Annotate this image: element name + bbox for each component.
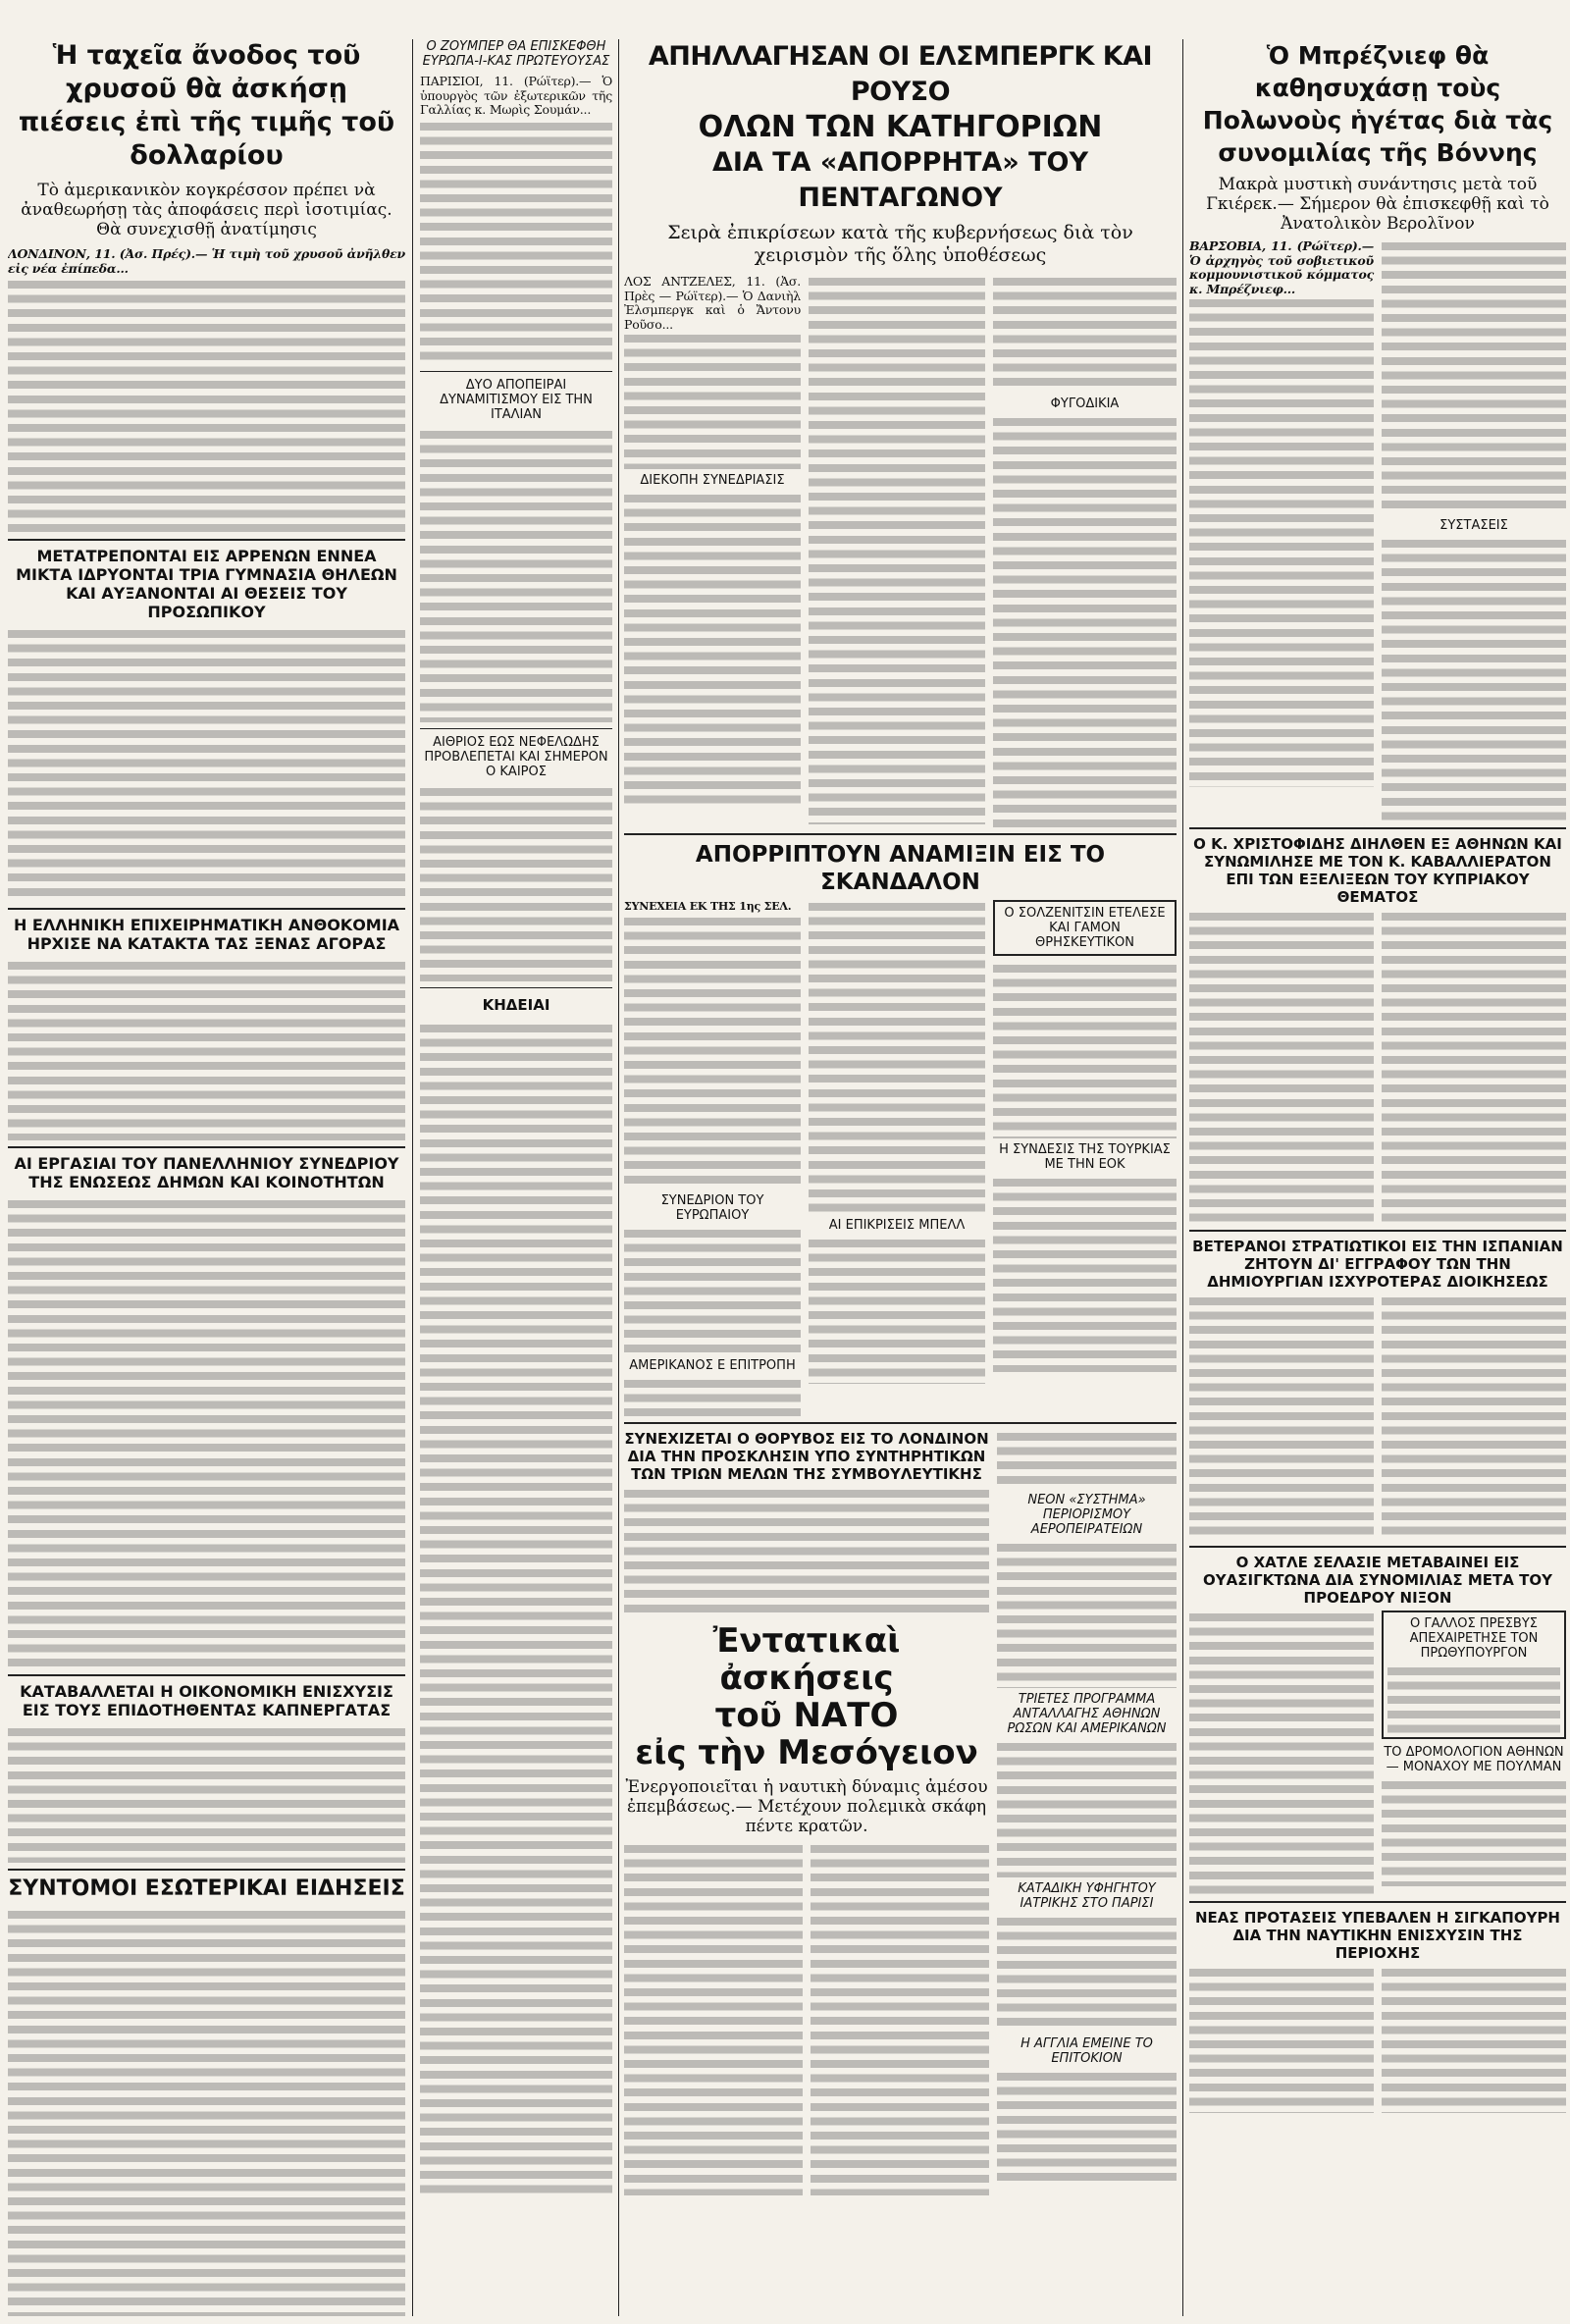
column-rule [618, 39, 619, 2316]
flowers-body [8, 959, 405, 1140]
flowers-headline: Η ΕΛΛΗΝΙΚΗ ΕΠΙΧΕΙΡΗΜΑΤΙΚΗ ΑΝΘΟΚΟΜΙΑ ΗΡΧΙΣΕ ΝΑ ΚΑΤΑΚΤΑ ΤΑΣ ΞΕΝΑΣ ΑΓΟΡΑΣ [13, 916, 400, 954]
euro-section-head: ΣΥΝΕΔΡΙΟΝ ΤΟΥ ΕΥΡΩΠΑΙΟΥ [660, 1192, 764, 1223]
brezhnev-lead: ΒΑΡΣΟΒΙΑ, 11. (Ρώϊτερ).— Ὁ ἀρχηγὸς τοῦ σοβιετικοῦ κομμουνιστικοῦ κόμματος κ. Μπρέζνιεφ... [1189, 238, 1374, 296]
main [624, 39, 1177, 2316]
zuber-body [420, 120, 612, 365]
amer-section-head: ΑΜΕΡΙΚΑΝΟΣ Ε ΕΠΙΤΡΟΠΗ [629, 1357, 796, 1373]
exchange-headline: ΤΡΙΕΤΕΣ ΠΡΟΓΡΑΜΜΑ ΑΝΤΑΛΛΑΓΗΣ ΑΘΗΝΩΝ ΡΩΣΩΝ ΚΑΙ ΑΜΕΡΙΚΑΝΩΝ [1007, 1691, 1167, 1736]
italy-headline: ΔΥΟ ΑΠΟΠΕΙΡΑΙ ΔΥΝΑΜΙΤΙΣΜΟΥ ΕΙΣ ΤΗΝ ΙΤΑΛΙΑΝ [440, 377, 593, 422]
zuber-lead: ΠΑΡΙΣΙΟΙ, 11. (Ρώϊτερ).— Ὁ ὑπουργὸς τῶν ἐξωτερικῶν τῆς Γαλλίας κ. Μωρὶς Σουμάν... [420, 74, 612, 118]
doctor-headline: ΚΑΤΑΔΙΚΗ ΥΦΗΓΗΤΟΥ ΙΑΤΡΙΚΗΣ ΣΤΟ ΠΑΡΙΣΙ [1018, 1880, 1156, 1911]
main-headline-2: ΟΛΩΝ ΤΩΝ ΚΑΤΗΓΟΡΙΩΝ [698, 110, 1103, 144]
main-headline-1: ΑΠΗΛΛΑΓΗΣΑΝ ΟΙ ΕΛΣΜΠΕΡΓΚ ΚΑΙ ΡΟΥΣΟ [648, 41, 1153, 107]
col2 [420, 39, 612, 2316]
gold-headline: Ἡ ταχεῖα ἄνοδος τοῦ χρυσοῦ θὰ ἀσκήσῃ πιέσεις ἐπὶ τῆς τιμῆς τοῦ δολλαρίου [18, 40, 395, 171]
turkey-eec-headline: Η ΣΥΝΔΕΣΙΣ ΤΗΣ ΤΟΥΡΚΙΑΣ ΜΕ ΤΗΝ ΕΟΚ [999, 1142, 1171, 1172]
britain-headline: Η ΑΓΓΛΙΑ ΕΜΕΙΝΕ ΤΟ ΕΠΙΤΟΚΙΟΝ [1020, 2035, 1153, 2066]
nato-headline-3: εἰς τὴν Μεσόγειον [635, 1732, 978, 1772]
congress-body [8, 1197, 405, 1668]
london-headline: ΣΥΝΕΧΙΖΕΤΑΙ Ο ΘΟΡΥΒΟΣ ΕΙΣ ΤΟ ΛΟΝΔΙΝΟΝ ΔΙΑ ΤΗΝ ΠΡΟΣΚΛΗΣΙΝ ΥΠΟ ΣΥΝΤΗΡΗΤΙΚΩΝ ΤΩΝ ΤΡΙΩΝ ΜΕΛΩΝ ΤΗΣ ΣΥΜΒΟΥΛΕΥΤΙΚΗΣ [624, 1429, 989, 1483]
right [1189, 39, 1566, 2316]
nato-headline-1: Ἐντατικαὶ ἀσκήσεις [712, 1620, 901, 1698]
veterans-headline: ΒΕΤΕΡΑΝΟΙ ΣΤΡΑΤΙΩΤΙΚΟΙ ΕΙΣ ΤΗΝ ΙΣΠΑΝΙΑΝ ΖΗΤΟΥΝ ΔΙ' ΕΓΓΡΑΦΟΥ ΤΩΝ ΤΗΝ ΔΗΜΙΟΥΡΓΙΑΝ ΙΣΧΥΡΟΤΕΡΑΣ ΔΙΟΙΚΗΣΕΩΣ [1192, 1238, 1563, 1291]
col1 [8, 39, 405, 2316]
main-subhead: Σειρὰ ἐπικρίσεων κατὰ τῆς κυβερνήσεως διὰ τὸν χειρισμὸν τῆς ὅλης ὑποθέσεως [667, 222, 1133, 266]
brezhnev-subhead: Μακρὰ μυστικὴ συνάντησις μετὰ τοῦ Γκιέρεκ.— Σήμερον θὰ ἐπισκεφθῇ καὶ τὸ Ἀνατολικὸν Βερολῖνον [1206, 175, 1549, 234]
funerals-body [420, 1022, 612, 2199]
main-headline-3: ΔΙΑ ΤΑ «ΑΠΟΡΡΗΤΑ» ΤΟΥ ΠΕΝΤΑΓΩΝΟΥ [711, 147, 1089, 213]
nato-headline-2: τοῦ ΝΑΤΟ [714, 1695, 899, 1735]
tobacco-headline: ΚΑΤΑΒΑΛΛΕΤΑΙ Η ΟΙΚΟΝΟΜΙΚΗ ΕΝΙΣΧΥΣΙΣ ΕΙΣ ΤΟΥΣ ΕΠΙΔΟΤΗΘΕΝΤΑΣ ΚΑΠΝΕΡΓΑΤΑΣ [20, 1682, 393, 1720]
column-rule [1182, 39, 1183, 2316]
congress-headline: ΑΙ ΕΡΓΑΣΙΑΙ ΤΟΥ ΠΑΝΕΛΛΗΝΙΟΥ ΣΥΝΕΔΡΙΟΥ ΤΗΣ ΕΝΩΣΕΩΣ ΔΗΜΩΝ ΚΑΙ ΚΟΙΝΟΤΗΤΩΝ [14, 1154, 399, 1192]
weather-body [420, 785, 612, 981]
route-headline: ΤΟ ΔΡΟΜΟΛΟΓΙΟΝ ΑΘΗΝΩΝ — ΜΟΝΑΧΟΥ ΜΕ ΠΟΥΛΜΑΝ [1384, 1745, 1564, 1774]
inner-head-2: ΦΥΓΟΔΙΚΙΑ [1050, 396, 1120, 411]
tobacco-body [8, 1725, 405, 1863]
brezhnev-headline: Ὁ Μπρέζνιεφ θὰ καθησυχάσῃ τοὺς Πολωνοὺς ἡγέτας διὰ τὰς συνομιλίας τῆς Βόννης [1202, 41, 1553, 167]
singapore-headline: ΝΕΑΣ ΠΡΟΤΑΣΕΙΣ ΥΠΕΒΑΛΕΝ Η ΣΙΓΚΑΠΟΥΡΗ ΔΙΑ ΤΗΝ ΝΑΥΤΙΚΗΝ ΕΝΙΣΧΥΣΙΝ ΤΗΣ ΠΕΡΙΟΧΗΣ [1194, 1909, 1560, 1962]
haile-headline: Ο ΧΑΤΛΕ ΣΕΛΑΣΙΕ ΜΕΤΑΒΑΙΝΕΙ ΕΙΣ ΟΥΑΣΙΓΚΤΩΝΑ ΔΙΑ ΣΥΝΟΜΙΛΙΑΣ ΜΕΤΑ ΤΟΥ ΠΡΟΕΔΡΟΥ ΝΙΞΟΝ [1203, 1554, 1552, 1607]
main-lead: ΛΟΣ ΑΝΤΖΕΛΕΣ, 11. (Ἀσ. Πρὲς — Ρώϊτερ).— Ὁ Δανιὴλ Ἐλσμπεργκ καὶ ὁ Ἄντονυ Ροῦσο... [624, 274, 801, 332]
systaseis-head: ΣΥΣΤΑΣΕΙΣ [1439, 518, 1508, 533]
funerals-headline: ΚΗΔΕΙΑΙ [482, 995, 550, 1014]
bell-section-head: ΑΙ ΕΠΙΚΡΙΣΕΙΣ ΜΠΕΛΛ [828, 1218, 966, 1233]
weather-headline: ΑΙΘΡΙΟΣ ΕΩΣ ΝΕΦΕΛΩΔΗΣ ΠΡΟΒΛΕΠΕΤΑΙ ΚΑΙ ΣΗΜΕΡΟΝ Ο ΚΑΙΡΟΣ [424, 734, 608, 779]
ambassador-headline: Ο ΓΑΛΛΟΣ ΠΡΕΣΒΥΣ ΑΠΕΧΑΙΡΕΤΗΣΕ ΤΟΝ ΠΡΩΘΥΠΟΥΡΓΟΝ [1409, 1616, 1539, 1661]
news-headline: ΣΥΝΤΟΜΟΙ ΕΣΩΤΕΡΙΚΑΙ ΕΙΔΗΣΕΙΣ [8, 1876, 405, 1902]
italy-body [420, 428, 612, 722]
gold-lead: ΛΟΝΔΙΝΟΝ, 11. (Ἀσ. Πρές).— Ἡ τιμὴ τοῦ χρυσοῦ ἀνῆλθεν εἰς νέα ἐπίπεδα... [8, 246, 405, 276]
scandal-headline: ΑΠΟΡΡΙΠΤΟΥΝ ΑΝΑΜΙΞΙΝ ΕΙΣ ΤΟ ΣΚΑΝΔΑΛΟΝ [695, 842, 1106, 895]
schools-body [8, 627, 405, 902]
solzhenitsyn-headline: Ο ΣΟΛΖΕΝΙΤΣΙΝ ΕΤΕΛΕΣΕ ΚΑΙ ΓΑΜΟΝ ΘΡΗΣΚΕΥΤΙΚΟΝ [1004, 906, 1166, 950]
nato-subhead: Ἐνεργοποιεῖται ἡ ναυτικὴ δύναμις ἀμέσου ἐπεμβάσεως.— Μετέχουν πολεμικὰ σκάφη πέντε κρατῶν. [625, 1776, 988, 1836]
zuber-headline: Ο ΖΟΥΜΠΕΡ ΘΑ ΕΠΙΣΚΕΦΘΗ ΕΥΡΩΠΑ-Ι-ΚΑΣ ΠΡΩΤΕΥΟΥΣΑΣ [422, 39, 610, 69]
schools-headline: ΜΕΤΑΤΡΕΠΟΝΤΑΙ ΕΙΣ ΑΡΡΕΝΩΝ ΕΝΝΕΑ ΜΙΚΤΑ ΙΔΡΥΟΝΤΑΙ ΤΡΙΑ ΓΥΜΝΑΣΙΑ ΘΗΛΕΩΝ ΚΑΙ ΑΥΞΑΝΟΝΤΑΙ ΑΙ ΘΕΣΕΙΣ ΤΟΥ ΠΡΟΣΩΠΙΚΟΥ [16, 547, 397, 622]
gold-body [8, 278, 405, 533]
gold-subhead: Τὸ ἀμερικανικὸν κογκρέσσον πρέπει νὰ ἀναθεωρήσῃ τὰς ἀποφάσεις περὶ ἰσοτιμίας. Θὰ συνεχισθῇ ἀνατίμησις [21, 181, 392, 239]
scandal-kicker: ΣΥΝΕΧΕΙΑ ΕΚ ΤΗΣ 1ης ΣΕΛ. [624, 900, 792, 913]
cyprus-headline: Ο Κ. ΧΡΙΣΤΟΦΙΔΗΣ ΔΙΗΛΘΕΝ ΕΞ ΑΘΗΝΩΝ ΚΑΙ ΣΥΝΩΜΙΛΗΣΕ ΜΕ ΤΟΝ Κ. ΚΑΒΑΛΛΙΕΡΑΤΟΝ ΕΠΙ ΤΩΝ ΕΞΕΛΙΞΕΩΝ ΤΟΥ ΚΥΠΡΙΑΚΟΥ ΘΕΜΑΤΟΣ [1193, 835, 1562, 906]
aero-headline: ΝΕΟΝ «ΣΥΣΤΗΜΑ» ΠΕΡΙΟΡΙΣΜΟΥ ΑΕΡΟΠΕΙΡΑΤΕΙΩΝ [1027, 1492, 1146, 1537]
column-rule [412, 39, 413, 2316]
inner-head-1: ΔΙΕΚΟΠΗ ΣΥΝΕΔΡΙΑΣΙΣ [640, 473, 785, 489]
news-body [8, 1908, 405, 2316]
